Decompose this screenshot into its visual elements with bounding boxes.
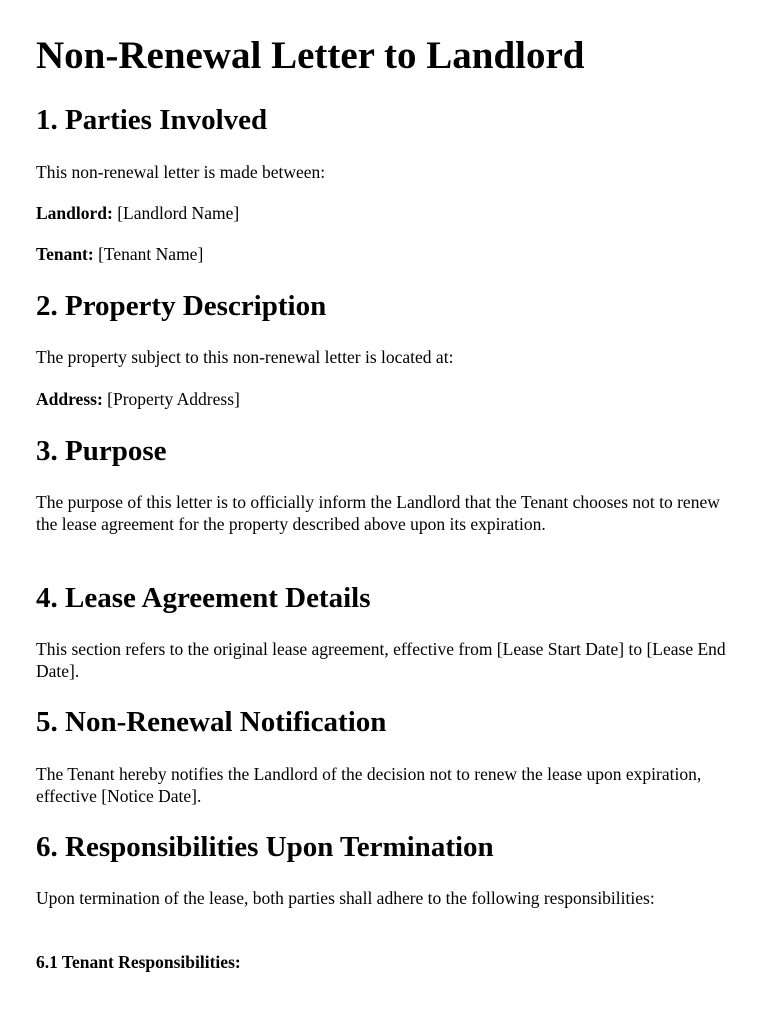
address-line	[36, 388, 736, 410]
document-title: Non-Renewal Letter to Landlord	[36, 34, 585, 77]
purpose-body: The purpose of this letter is to officially inform the Landlord that the Tenant chooses not to renew the lease agreement for the property described above upon its expiration.	[36, 492, 720, 534]
property-intro: The property subject to this non-renewal letter is located at:	[36, 347, 454, 367]
tenant-line	[36, 243, 736, 265]
address-value: [Property Address]	[107, 389, 240, 409]
landlord-label: Landlord:	[36, 203, 113, 223]
section-heading-lease-details: 4. Lease Agreement Details	[36, 582, 371, 614]
tenant-value: [Tenant Name]	[98, 244, 204, 264]
tenant-label: Tenant:	[36, 244, 94, 264]
section-heading-purpose: 3. Purpose	[36, 435, 167, 467]
tenant-responsibilities-subheading: 6.1 Tenant Responsibilities:	[36, 952, 241, 972]
address-label: Address:	[36, 389, 103, 409]
landlord-value: [Landlord Name]	[117, 203, 240, 223]
lease-details-body: This section refers to the original lease agreement, effective from [Lease Start Date] to [Lease End Date].	[36, 639, 726, 681]
section-heading-property: 2. Property Description	[36, 290, 327, 322]
section-heading-responsibilities: 6. Responsibilities Upon Termination	[36, 831, 494, 863]
notification-body: The Tenant hereby notifies the Landlord of the decision not to renew the lease upon expiration, effective [Notice Date].	[36, 764, 702, 806]
section-heading-parties: 1. Parties Involved	[36, 104, 268, 136]
parties-intro: This non-renewal letter is made between:	[36, 162, 326, 182]
responsibilities-body: Upon termination of the lease, both parties shall adhere to the following responsibilities:	[36, 888, 655, 908]
section-heading-notification: 5. Non-Renewal Notification	[36, 706, 387, 738]
landlord-line	[36, 202, 736, 224]
